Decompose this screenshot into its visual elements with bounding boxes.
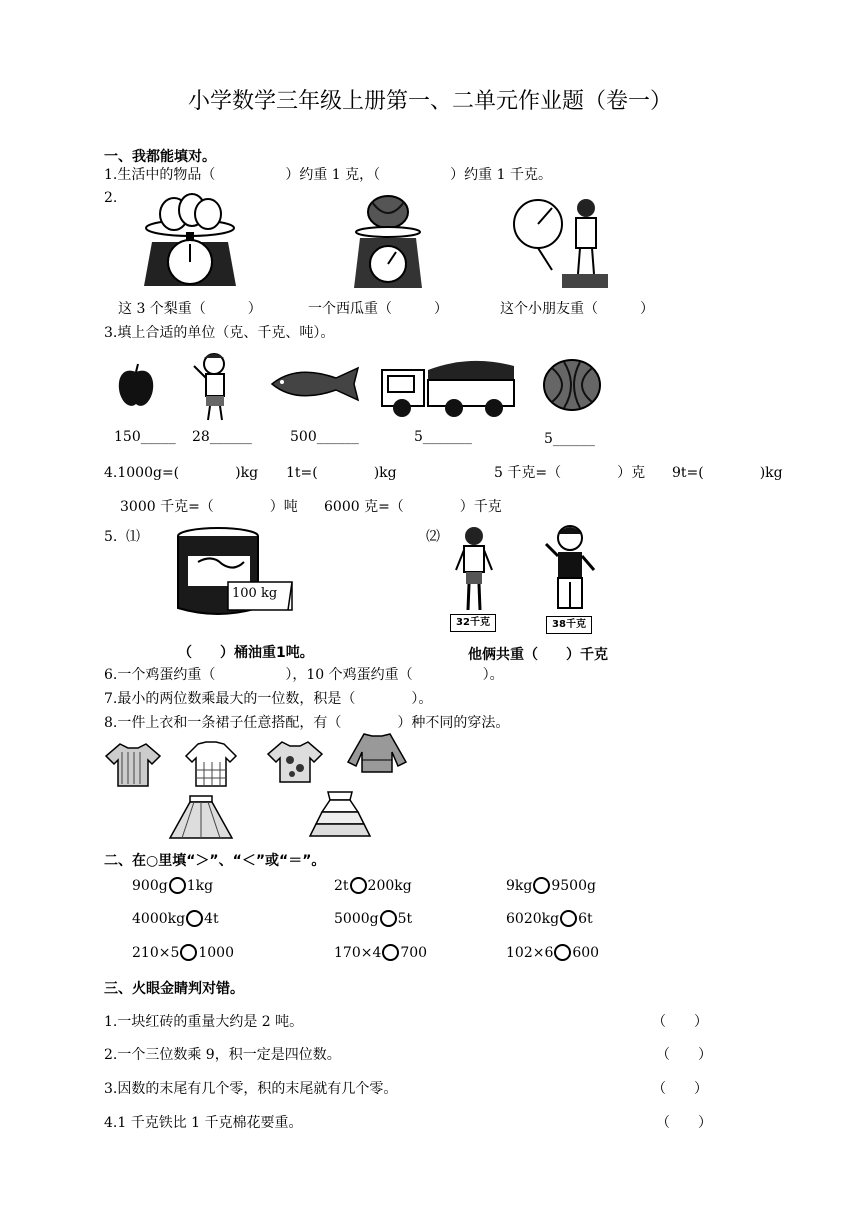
judge-answer-blank[interactable]: （ ） [652, 1081, 708, 1097]
skirt-1-image [168, 796, 234, 842]
judge-answer-blank[interactable]: （ ） [656, 1115, 712, 1131]
barrel-weight-label: 100 kg [232, 586, 278, 601]
compare-circle-input[interactable] [186, 910, 203, 927]
apple-image [116, 364, 156, 408]
question-4-f: 6000 克=（ ）千克 [324, 499, 502, 515]
truck-image [380, 356, 520, 418]
pear-weight-caption: 这 3 个梨重（ ） [118, 301, 262, 317]
compare-circle-input[interactable] [382, 944, 399, 961]
judge-item-text: 4.1 千克铁比 1 千克棉花要重。 [104, 1115, 303, 1131]
watermelon-image [542, 358, 602, 412]
fish-weight-blank: 500______ [290, 429, 359, 445]
question-5-number: 5. [104, 529, 118, 545]
pear-scale-image [140, 192, 240, 290]
compare-circle-input[interactable] [560, 910, 577, 927]
child-image [190, 352, 240, 424]
compare-circle-input[interactable] [554, 944, 571, 961]
child-weight-blank: 28______ [192, 429, 252, 445]
shirt-3-image [268, 740, 322, 784]
shirt-4-image [348, 732, 406, 774]
shirt-1-image [106, 742, 160, 788]
compare-circle-input[interactable] [169, 877, 186, 894]
judge-answer-blank[interactable]: （ ） [652, 1014, 708, 1030]
boy-image [542, 524, 598, 614]
barrel-caption: （ ）桶油重1吨。 [178, 645, 314, 661]
skirt-2-image [308, 792, 372, 838]
compare-item: 102×6 600 [506, 945, 600, 961]
watermelon-weight-blank: 5______ [544, 431, 595, 447]
judge-item-text: 3.因数的末尾有几个零，积的末尾就有几个零。 [104, 1081, 398, 1097]
compare-item: 210×5 1000 [132, 945, 234, 961]
judge-answer-blank[interactable]: （ ） [656, 1047, 712, 1063]
question-6: 6.一个鸡蛋约重（ ），10 个鸡蛋约重（ ）。 [104, 667, 504, 683]
question-7: 7.最小的两位数乘最大的一位数，积是（ ）。 [104, 691, 433, 707]
compare-item: 9kg 9500g [506, 878, 596, 894]
children-total-caption: 他俩共重（ ）千克 [468, 647, 608, 663]
fish-image [266, 364, 364, 404]
compare-item: 6020kg 6t [506, 911, 593, 927]
shirt-2-image [186, 740, 236, 788]
girl-weight-tag: 32千克 [450, 614, 496, 632]
compare-item: 5000g 5t [334, 911, 413, 927]
compare-item: 170×4 700 [334, 945, 428, 961]
compare-circle-input[interactable] [533, 877, 550, 894]
compare-item: 2t 200kg [334, 878, 412, 894]
judge-item-text: 1.一块红砖的重量大约是 2 吨。 [104, 1014, 304, 1030]
boy-weight-tag: 38千克 [546, 616, 592, 634]
watermelon-weight-caption: 一个西瓜重（ ） [308, 301, 448, 317]
question-4-c: 5 千克=（ ）克 [494, 465, 646, 481]
question-5-part-2-label: ⑵ [426, 529, 440, 545]
section-2-heading: 二、在○里填“＞”、“＜”或“＝”。 [104, 853, 326, 869]
compare-item: 4000kg 4t [132, 911, 219, 927]
question-4-d: 9t=( )kg [672, 465, 783, 481]
truck-weight-blank: 5_______ [414, 429, 472, 445]
oil-barrel-image [172, 526, 296, 618]
compare-circle-input[interactable] [180, 944, 197, 961]
question-8: 8.一件上衣和一条裙子任意搭配，有（ ）种不同的穿法。 [104, 715, 510, 731]
section-3-heading: 三、火眼金睛判对错。 [104, 981, 244, 997]
question-1: 1.生活中的物品（ ）约重 1 克，（ ）约重 1 千克。 [104, 167, 552, 183]
apple-weight-blank: 150_____ [114, 429, 176, 445]
question-4-a: 4.1000g=( )kg [104, 465, 259, 481]
section-1-heading: 一、我都能填对。 [104, 149, 216, 165]
question-2-number: 2. [104, 190, 118, 206]
page-title: 小学数学三年级上册第一、二单元作业题（卷一） [187, 89, 672, 114]
compare-circle-input[interactable] [380, 910, 397, 927]
child-on-scale-image [512, 194, 608, 290]
compare-circle-input[interactable] [350, 877, 367, 894]
question-4-e: 3000 千克=（ ）吨 [120, 499, 298, 515]
child-weight-caption: 这个小朋友重（ ） [500, 301, 654, 317]
judge-item-text: 2.一个三位数乘 9，积一定是四位数。 [104, 1047, 341, 1063]
compare-item: 900g 1kg [132, 878, 214, 894]
girl-image [452, 526, 496, 614]
question-5-part-1-label: ⑴ [126, 529, 140, 545]
question-4-b: 1t=( )kg [286, 465, 397, 481]
question-3: 3.填上合适的单位（克、千克、吨）。 [104, 325, 335, 341]
watermelon-scale-image [352, 194, 424, 290]
